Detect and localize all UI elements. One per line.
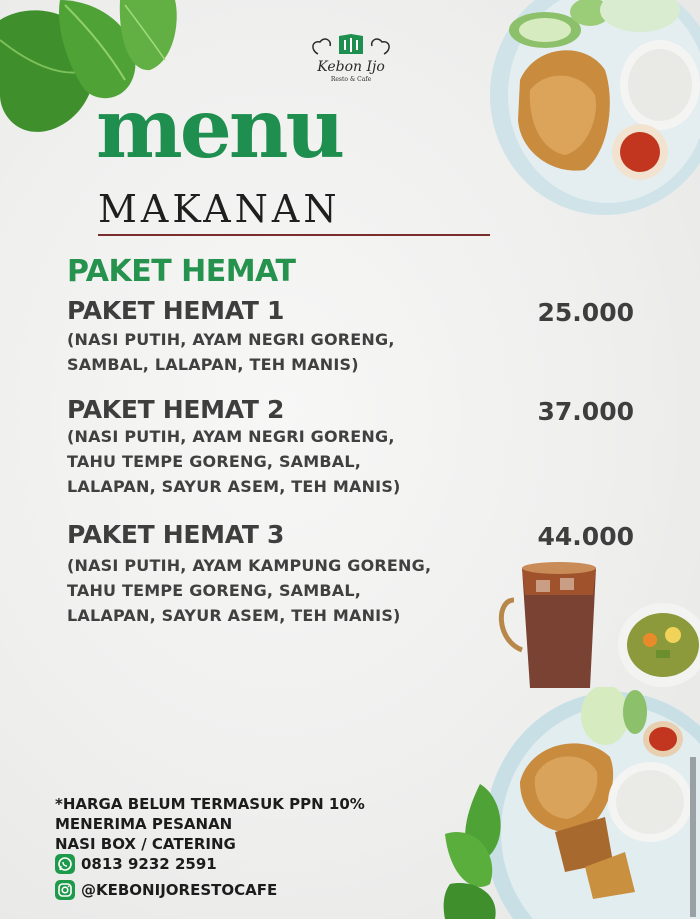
menu-item-name: PAKET HEMAT 1 bbox=[67, 296, 285, 325]
chicken-rice-plate-image bbox=[485, 687, 700, 919]
phone-number: 0813 9232 2591 bbox=[81, 855, 217, 873]
order-info-line: NASI BOX / CATERING bbox=[55, 835, 236, 853]
order-info-line: MENERIMA PESANAN bbox=[55, 815, 233, 833]
menu-item-desc-line: TAHU TEMPE GORENG, SAMBAL, bbox=[67, 581, 362, 600]
spinach-leaf-bottom-image bbox=[440, 784, 510, 919]
whatsapp-icon bbox=[55, 854, 75, 874]
instagram-contact[interactable] bbox=[55, 880, 277, 900]
phone-contact[interactable] bbox=[55, 854, 217, 874]
brand-name: Kebon Ijo bbox=[317, 59, 385, 75]
menu-item-price: 25.000 bbox=[537, 298, 634, 327]
title-divider bbox=[98, 234, 490, 236]
soup-bowl-image bbox=[618, 600, 700, 690]
menu-item-desc-line: (NASI PUTIH, AYAM KAMPUNG GORENG, bbox=[67, 556, 432, 575]
menu-item-name: PAKET HEMAT 2 bbox=[67, 395, 285, 424]
logo-mark-icon bbox=[306, 32, 396, 62]
menu-item-desc-line: LALAPAN, SAYUR ASEM, TEH MANIS) bbox=[67, 477, 401, 496]
menu-item-desc-line: (NASI PUTIH, AYAM NEGRI GORENG, bbox=[67, 330, 395, 349]
page-subtitle: MAKANAN bbox=[98, 187, 341, 231]
page-title: menu bbox=[96, 81, 343, 177]
brand-subtitle: Resto & Cafe bbox=[330, 76, 372, 83]
menu-item-desc-line: SAMBAL, LALAPAN, TEH MANIS) bbox=[67, 355, 359, 374]
menu-item-price: 44.000 bbox=[537, 522, 634, 551]
iced-tea-glass-image bbox=[494, 560, 604, 695]
instagram-handle: @KEBONIJORESTOCAFE bbox=[81, 881, 278, 899]
menu-item-price: 37.000 bbox=[537, 397, 634, 426]
menu-item-name: PAKET HEMAT 3 bbox=[67, 520, 285, 549]
menu-item-desc-line: (NASI PUTIH, AYAM NEGRI GORENG, bbox=[67, 427, 395, 446]
tax-note: *HARGA BELUM TERMASUK PPN 10% bbox=[55, 795, 365, 813]
menu-item-desc-line: LALAPAN, SAYUR ASEM, TEH MANIS) bbox=[67, 606, 401, 625]
instagram-icon bbox=[55, 880, 75, 900]
menu-item-desc-line: TAHU TEMPE GORENG, SAMBAL, bbox=[67, 452, 362, 471]
section-title: PAKET HEMAT bbox=[67, 254, 296, 289]
fried-chicken-plate-image bbox=[490, 0, 700, 220]
